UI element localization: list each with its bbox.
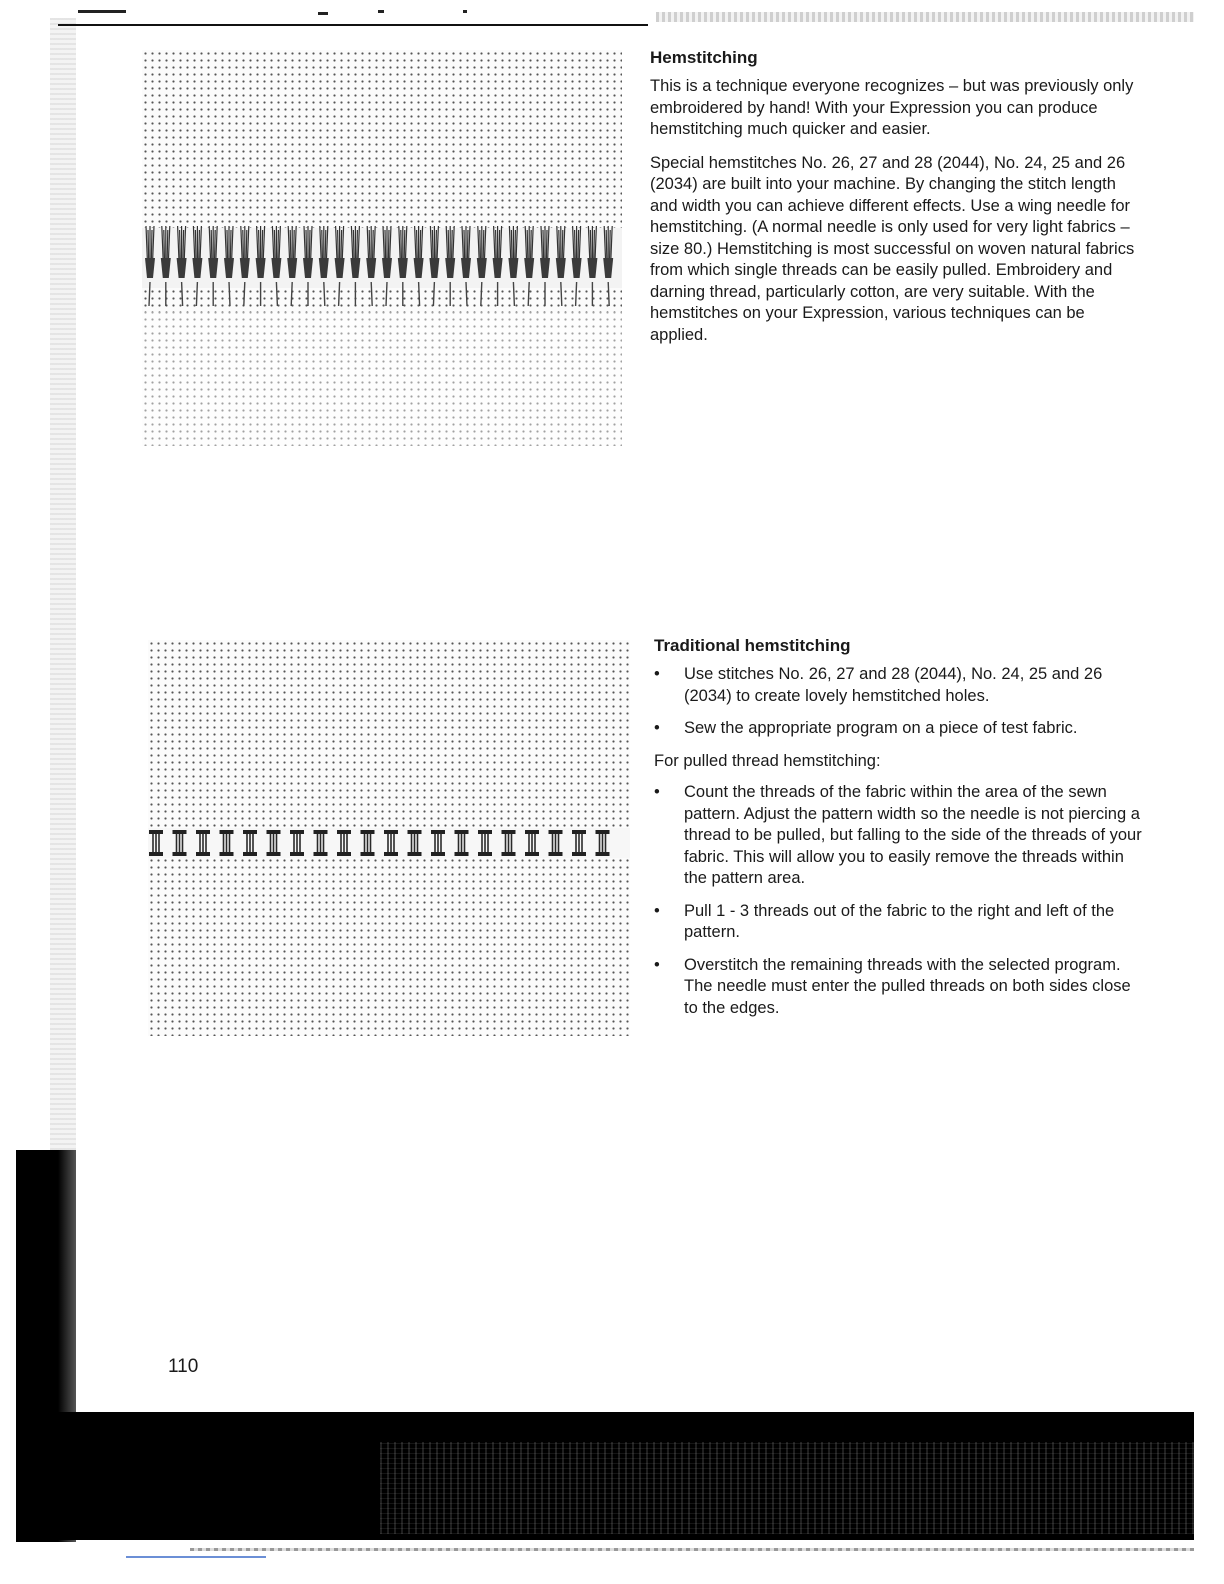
hemstitching-section [650, 48, 1140, 358]
list-item: • Use stitches No. 26, 27 and 28 (2044), No. 24, 25 and 26 (2034) to create lovely hemstitched holes. [654, 665, 1103, 705]
list-item: • Pull 1 - 3 threads out of the fabric to the right and left of the pattern. [654, 901, 1115, 941]
pulled-thread-hemstitch-sample [148, 640, 630, 1036]
bullet-icon: • [654, 665, 660, 683]
list-item: • Overstitch the remaining threads with the selected program. The needle must enter the pulled threads on both sides close to the edges. [654, 955, 1131, 1017]
bullet-icon: • [654, 901, 660, 920]
details-paragraph: Special hemstitches No. 26, 27 and 28 (2044), No. 24, 25 and 26 (2034) are built into your machine. By changing the stitch length and width you can achieve different effects. Use a wing needle for hemstitching. (A normal needle is only used for very light fabrics – size 80.) Hemstitching is most successful on woven natural fabrics from which single threads can be easily pulled. Embroidery and darning thread, particularly cotton, are very suitable. With the hemstitches on your Expression, various techniques can be applied. [650, 153, 1135, 344]
list-item: • Count the threads of the fabric within the area of the sewn pattern. Adjust the pattern width so the needle is not piercing a thread to be pulled, but falling to the side of the threads of your fabric. This will allow you to easily remove the threads within the pattern area. [654, 783, 1142, 887]
header-fragment-marks [78, 6, 478, 16]
pulled-thread-intro: For pulled thread hemstitching: [654, 751, 881, 770]
section-heading: Traditional hemstitching [654, 636, 851, 655]
header-rule-shaded [656, 12, 1194, 22]
bullet-icon: • [654, 783, 660, 801]
bottom-edge-line [190, 1548, 1194, 1551]
page-number: 110 [168, 1356, 199, 1377]
section-heading: Hemstitching [650, 48, 758, 67]
scan-shadow-bottom [20, 1412, 1194, 1540]
bullet-list [654, 664, 1144, 740]
bullet-icon: • [654, 955, 660, 974]
bullet-list [654, 782, 1144, 1019]
intro-paragraph: This is a technique everyone recognizes – but was previously only embroidered by hand! With your Expression you can produce hemstitching much quicker and easier. [650, 77, 1134, 138]
header-rule [58, 24, 648, 26]
bottom-blue-mark [126, 1556, 266, 1558]
fringed-hemstitch-sample [142, 50, 622, 446]
bullet-icon: • [654, 719, 660, 737]
traditional-hemstitching-section [654, 636, 1144, 1030]
list-item: • Sew the appropriate program on a piece of test fabric. [654, 718, 1144, 740]
